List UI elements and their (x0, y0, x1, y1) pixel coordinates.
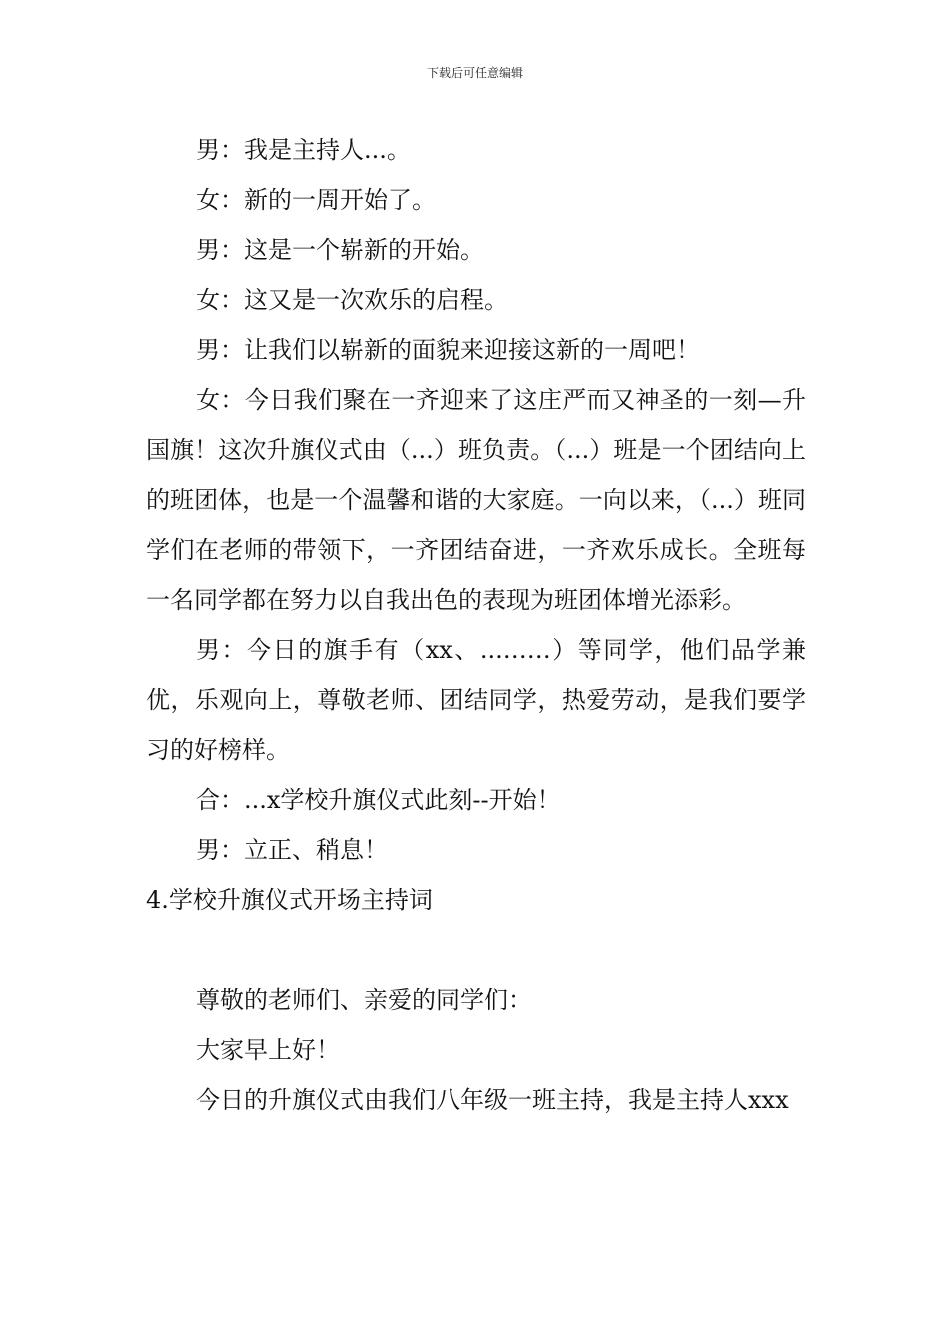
paragraph-10: 尊敬的老师们、亲爱的同学们： (196, 986, 532, 1014)
paragraph-4: 女：这又是一次欢乐的启程。 (196, 286, 508, 314)
paragraph-2: 女：新的一周开始了。 (196, 186, 436, 214)
document-body (146, 125, 806, 1125)
paragraph-7: 男：今日的旗手有（xx、...……）等同学，他们品学兼优，乐观向上，尊敬老师、团结同学，热爱劳动，是我们要学习的好榜样。 (146, 636, 806, 764)
paragraph-9: 男：立正、稍息！ (196, 836, 388, 864)
paragraph-11: 大家早上好！ (196, 1036, 340, 1064)
paragraph-8: 合：...x学校升旗仪式此刻--开始！ (196, 786, 561, 814)
paragraph-3: 男：这是一个崭新的开始。 (196, 236, 484, 264)
blank-line (146, 925, 806, 975)
section-heading: 4.学校升旗仪式开场主持词 (146, 886, 433, 914)
paragraph-6: 女：今日我们聚在一齐迎来了这庄严而又神圣的一刻—升国旗！这次升旗仪式由（...）班负责。（...）班是一个团结向上的班团体，也是一个温馨和谐的大家庭。一向以来，（...）班同学们在老师的带领下，一齐团结奋进，一齐欢乐成长。全班每一名同学都在努力以自我出色的表现为班团体增光添彩。 (146, 386, 806, 614)
paragraph-1: 男：我是主持人...。 (196, 136, 411, 164)
paragraph-5: 男：让我们以崭新的面貌来迎接这新的一周吧！ (196, 336, 700, 364)
page-header: 下载后可任意编辑 (426, 66, 523, 80)
paragraph-12: 今日的升旗仪式由我们八年级一班主持，我是主持人xxx (196, 1086, 789, 1114)
